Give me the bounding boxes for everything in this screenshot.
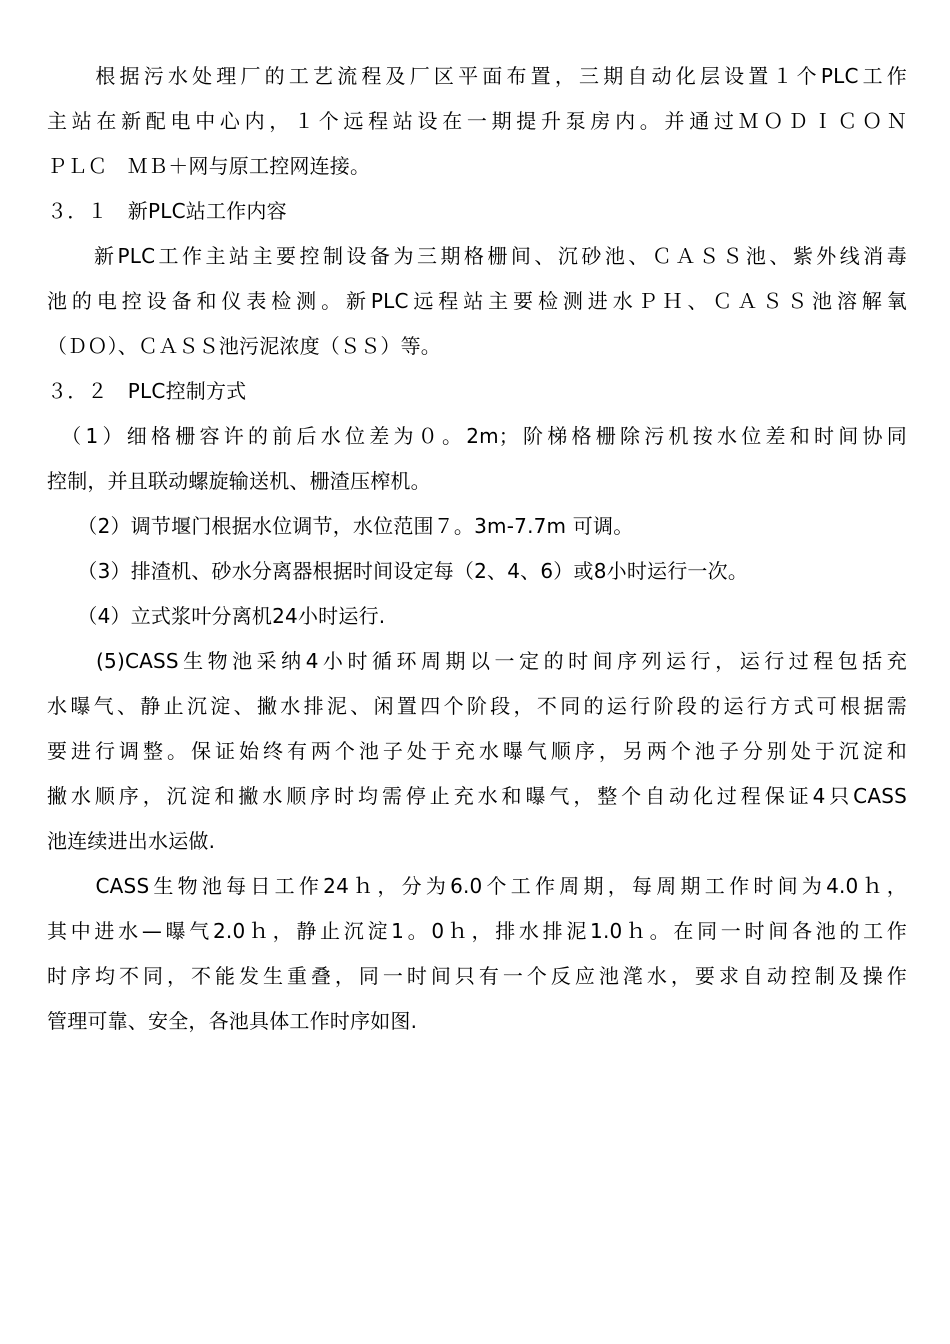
section-heading-3-1: ３．１ 新PLC站工作内容: [47, 199, 287, 223]
section-heading-3-2: ３．２ PLC控制方式: [47, 379, 247, 403]
text-line: （1）细格栅容许的前后水位差为０。2m；阶梯格栅除污机按水位差和时间协同: [47, 424, 907, 448]
text-line: CASS生物池每日工作24ｈ，分为6.0个工作周期，每周期工作时间为4.0ｈ，: [47, 874, 907, 898]
control-item-3: （3）排渣机、砂水分离器根据时间设定每（2、4、6）或8小时运行一次。: [47, 559, 749, 583]
text-line: 撇水顺序，沉淀和撇水顺序时均需停止充水和曝气，整个自动化过程保证4只CASS: [47, 784, 907, 808]
text-line: 其中进水—曝气2.0ｈ，静止沉淀1。0ｈ，排水排泥1.0ｈ。在同一时间各池的工作: [47, 919, 907, 943]
cass-schedule-paragraph: [47, 864, 907, 1044]
text-line: 时序均不同，不能发生重叠，同一时间只有一个反应池滗水，要求自动控制及操作: [47, 964, 907, 988]
control-item-1: [47, 414, 907, 504]
text-line: ＰＬＣ ＭＢ＋网与原工控网连接。: [47, 154, 371, 178]
text-line: 池连续进出水运做.: [47, 829, 216, 853]
control-item-4: （4）立式浆叶分离机24小时运行.: [47, 604, 386, 628]
text-line: 控制，并且联动螺旋输送机、栅渣压榨机。: [47, 469, 431, 493]
plc-station-paragraph: [47, 234, 907, 369]
control-item-5: [47, 639, 907, 864]
text-line: 要进行调整。保证始终有两个池子处于充水曝气顺序，另两个池子分别处于沉淀和: [47, 739, 907, 763]
control-item-2: （2）调节堰门根据水位调节，水位范围７。3m-7.7m 可调。: [47, 514, 634, 538]
text-line: 根据污水处理厂的工艺流程及厂区平面布置，三期自动化层设置１个PLC工作: [47, 64, 907, 88]
text-line: 水曝气、静止沉淀、撇水排泥、闲置四个阶段，不同的运行阶段的运行方式可根据需: [47, 694, 907, 718]
text-line: 主站在新配电中心内，１个远程站设在一期提升泵房内。并通过ＭＯＤＩＣＯＮ: [47, 109, 907, 133]
intro-paragraph: [47, 54, 907, 189]
text-line: （ＤＯ）、ＣＡＳＳ池污泥浓度（ＳＳ）等。: [47, 334, 441, 358]
text-line: 管理可靠、安全，各池具体工作时序如图.: [47, 1009, 418, 1033]
text-line: 池的电控设备和仪表检测。新PLC远程站主要检测进水ＰＨ、ＣＡＳＳ池溶解氧: [47, 289, 907, 313]
document-body: [47, 54, 907, 1044]
text-line: (5)CASS生物池采纳4小时循环周期以一定的时间序列运行，运行过程包括充: [47, 649, 907, 673]
text-line: 新PLC工作主站主要控制设备为三期格栅间、沉砂池、ＣＡＳＳ池、紫外线消毒: [47, 244, 907, 268]
